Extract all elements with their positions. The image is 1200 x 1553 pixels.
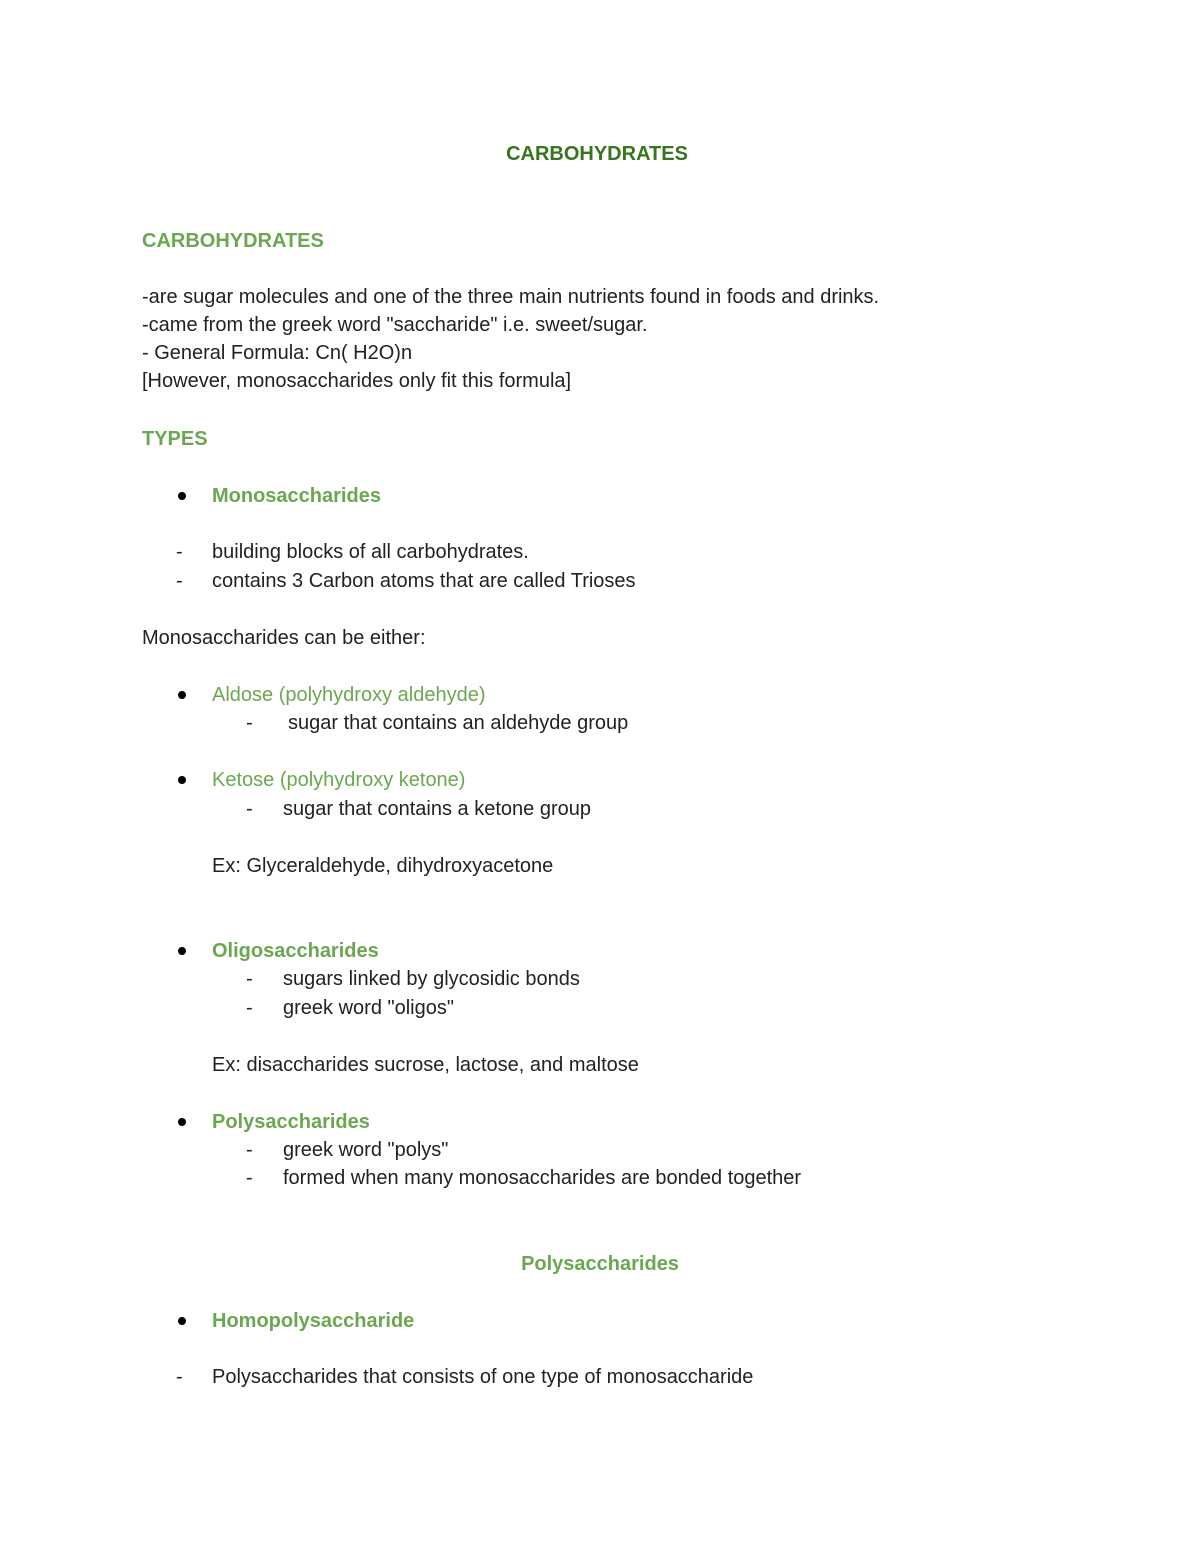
dash-marker: - [246,798,253,820]
intro-line: -are sugar molecules and one of the three main nutrients found in foods and drinks. [142,286,880,308]
list-item: contains 3 Carbon atoms that are called Trioses [212,570,636,592]
intro-line: -came from the greek word "saccharide" i.e. sweet/sugar. [142,314,648,336]
bullet-icon [178,691,186,699]
dash-marker: - [246,712,253,734]
polysaccharides-heading: Polysaccharides [212,1111,370,1133]
dash-marker: - [246,997,253,1019]
list-item: sugars linked by glycosidic bonds [283,968,580,990]
monosaccharides-either-text: Monosaccharides can be either: [142,627,426,649]
page-title: CARBOHYDRATES [506,143,688,165]
dash-marker: - [176,541,183,563]
dash-marker: - [246,1167,253,1189]
monosaccharides-example: Ex: Glyceraldehyde, dihydroxyacetone [212,855,554,877]
monosaccharides-heading: Monosaccharides [212,485,381,507]
bullet-icon [178,1118,186,1126]
dash-marker: - [176,1366,183,1388]
intro-line: [However, monosaccharides only fit this formula] [142,370,572,392]
section-heading-polysaccharides: Polysaccharides [521,1253,679,1275]
bullet-icon [178,776,186,784]
list-item: building blocks of all carbohydrates. [212,541,529,563]
list-item: greek word "oligos" [283,997,454,1019]
bullet-icon [178,492,186,500]
intro-line: - General Formula: Cn( H2O)n [142,342,413,364]
homopolysaccharide-heading: Homopolysaccharide [212,1310,415,1332]
section-heading-carbohydrates: CARBOHYDRATES [142,230,324,252]
ketose-label: Ketose (polyhydroxy ketone) [212,769,466,791]
list-item: sugar that contains a ketone group [283,798,591,820]
oligosaccharides-heading: Oligosaccharides [212,940,379,962]
list-item: Polysaccharides that consists of one type of monosaccharide [212,1366,754,1388]
dash-marker: - [246,1139,253,1161]
dash-marker: - [246,968,253,990]
dash-marker: - [176,570,183,592]
bullet-icon [178,1317,186,1325]
list-item: sugar that contains an aldehyde group [288,712,629,734]
list-item: greek word "polys" [283,1139,449,1161]
list-item: formed when many monosaccharides are bonded together [283,1167,802,1189]
bullet-icon [178,947,186,955]
aldose-label: Aldose (polyhydroxy aldehyde) [212,684,486,706]
oligosaccharides-example: Ex: disaccharides sucrose, lactose, and maltose [212,1054,639,1076]
section-heading-types: TYPES [142,428,208,450]
